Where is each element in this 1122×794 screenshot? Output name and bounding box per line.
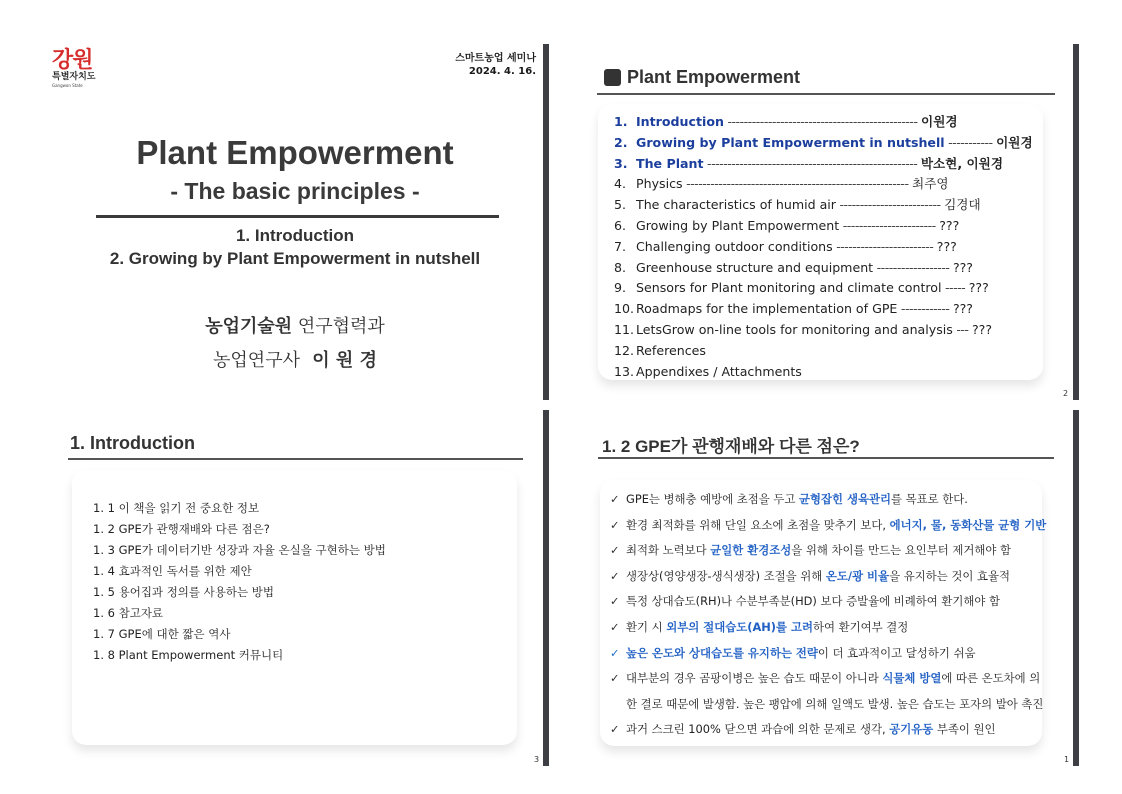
checklist-text: 이 더 효과적이고 달성하기 쉬움 — [817, 645, 976, 660]
checkmark-icon: ✓ — [610, 492, 620, 506]
contents-item-leader: ------------ — [897, 301, 953, 317]
main-title: Plant Empowerment — [136, 134, 454, 171]
contents-item-number: 6. — [614, 217, 627, 233]
checklist-text: 부족이 원인 — [933, 722, 996, 737]
introduction-item: 1. 8 Plant Empowerment 커뮤니티 — [93, 648, 284, 662]
contents-item-number: 5. — [614, 197, 627, 213]
checklist-item — [610, 641, 1046, 667]
contents-item-number: 8. — [614, 259, 627, 275]
page-number: 2 — [1063, 389, 1069, 398]
checklist-text: 환경 최적화를 위해 단일 요소에 초점을 맞추기 보다, — [626, 517, 890, 532]
contents-item — [614, 341, 1033, 362]
slide-title-sideband — [543, 44, 549, 400]
author-role: 농업연구사 — [213, 350, 300, 371]
highlight-text: 균일한 환경조성 — [710, 543, 792, 558]
contents-list — [614, 112, 1033, 382]
contents-item-number: 7. — [614, 238, 627, 254]
dept-division: 연구협력과 — [292, 316, 385, 337]
checkmark-icon: ✓ — [610, 722, 620, 737]
checklist-text: 한 결로 때문에 발생함. 높은 팽압에 의해 일액도 발생. 높은 습도는 포자의 발아 촉진 — [626, 696, 1044, 711]
seminar-date: 2024. 4. 16. — [468, 66, 536, 77]
title-divider — [96, 215, 499, 218]
checklist-text: 에 따른 온도차에 의 — [941, 671, 1041, 686]
differences-checklist — [610, 487, 1046, 743]
contents-item-author: 김경대 — [944, 197, 981, 213]
checklist-text: 특정 상대습도(RH)나 수분부족분(HD) 보다 증발율에 비례하여 환기해야 함 — [626, 594, 1001, 609]
contents-item — [614, 362, 1033, 383]
checkmark-icon: ✓ — [610, 543, 620, 558]
checklist-text: 을 유지하는 것이 효율적 — [889, 568, 1010, 583]
contents-item-title: Physics — [636, 176, 683, 192]
checklist-item — [610, 538, 1046, 564]
contents-item-title: Growing by Plant Empowerment — [636, 217, 840, 233]
checkmark-icon: ✓ — [610, 517, 620, 532]
contents-item — [614, 258, 1033, 279]
contents-item-author: ??? — [968, 280, 989, 296]
contents-item-title: Growing by Plant Empowerment in nutshell — [636, 134, 945, 150]
contents-item — [614, 133, 1033, 154]
checklist-text: 를 목표로 한다. — [891, 492, 968, 506]
contents-item-author: ??? — [952, 259, 973, 275]
slide-differences-sideband — [1073, 410, 1079, 766]
seminar-title: 스마트농업 세미나 — [455, 53, 536, 64]
main-subtitle: - The basic principles - — [170, 178, 420, 204]
contents-item-number: 13. — [614, 363, 635, 379]
introduction-item: 1. 7 GPE에 대한 짧은 역사 — [93, 627, 231, 641]
introduction-item: 1. 1 이 책을 읽기 전 중요한 정보 — [93, 501, 260, 515]
seminar-info — [455, 52, 536, 78]
checklist-text: 환기 시 — [626, 619, 667, 634]
checkmark-icon: ✓ — [610, 645, 620, 660]
contents-item-author: ??? — [939, 217, 960, 233]
checklist-item — [610, 513, 1046, 539]
page-number: 1 — [1064, 755, 1070, 764]
contents-item-number: 12. — [614, 342, 635, 358]
contents-item-number: 4. — [614, 176, 627, 192]
checklist-item — [610, 487, 1046, 513]
introduction-item: 1. 3 GPE가 데이터기반 성장과 자율 온실을 구현하는 방법 — [93, 543, 386, 557]
contents-item — [614, 195, 1033, 216]
contents-item-leader: ---------------------------------------------------- — [703, 155, 921, 171]
contents-item-leader: ------------------ — [873, 259, 953, 275]
page-number: 3 — [534, 755, 540, 764]
contents-item-author: 이원경 — [996, 134, 1033, 150]
slide-introduction-sideband — [543, 410, 549, 766]
contents-item — [614, 320, 1033, 341]
differences-title: 1. 2 GPE가 관행재배와 다른 점은? — [602, 437, 860, 456]
contents-item-leader: ----- — [941, 280, 969, 296]
toc-line-1: 1. Introduction — [235, 226, 355, 245]
contents-item-leader: ----------------------- — [839, 217, 940, 233]
contents-item-author: 박소현, 이원경 — [920, 155, 1003, 171]
contents-item — [614, 154, 1033, 175]
checklist-text: GPE는 병해충 예방에 초점을 두고 — [626, 492, 800, 506]
contents-item-title: Sensors for Plant monitoring and climate control — [636, 280, 942, 296]
checklist-item — [610, 564, 1046, 590]
contents-item-title: The Plant — [636, 155, 704, 171]
contents-item-number: 9. — [614, 280, 627, 296]
checklist-text: 최적화 노력보다 — [626, 543, 711, 558]
introduction-item: 1. 4 효과적인 독서를 위한 제안 — [93, 564, 252, 578]
introduction-item: 1. 5 용어집과 정의를 사용하는 방법 — [93, 585, 274, 599]
contents-item-title: Greenhouse structure and equipment — [636, 259, 874, 275]
contents-item — [614, 174, 1033, 195]
contents-item-number: 11. — [614, 321, 635, 337]
checklist-text: 과거 스크린 100% 닫으면 과습에 의한 문제로 생각, — [626, 722, 890, 737]
slide-contents-sideband — [1073, 44, 1079, 400]
contents-item-author: 최주영 — [912, 176, 949, 192]
highlight-text: 높은 온도와 상대습도를 유지하는 전략 — [626, 645, 818, 660]
checklist-item — [610, 717, 1046, 743]
contents-item-title: LetsGrow on-line tools for monitoring and analysis — [636, 321, 953, 337]
square-bullet-icon — [604, 69, 621, 86]
highlight-text: 공기유동 — [889, 722, 934, 737]
contents-item-leader: ----------- — [944, 134, 997, 150]
checklist-item — [610, 666, 1046, 692]
contents-item-author: 이원경 — [921, 114, 958, 129]
contents-title: Plant Empowerment — [627, 67, 801, 87]
toc-line-2: 2. Growing by Plant Empowerment in nutshell — [109, 249, 481, 268]
checklist-item — [610, 615, 1046, 641]
contents-divider — [597, 93, 1055, 95]
contents-item-number: 1. — [614, 114, 628, 129]
contents-item-title: Introduction — [636, 114, 724, 129]
contents-item-leader: --- — [952, 321, 972, 337]
contents-item-title: Appendixes / Attachments — [636, 363, 802, 379]
contents-item-title: References — [636, 342, 706, 358]
contents-item — [614, 299, 1033, 320]
author-name: 이 원 경 — [312, 350, 377, 371]
introduction-divider — [68, 458, 523, 460]
contents-item — [614, 216, 1033, 237]
checklist-text: 하여 환기여부 결정 — [813, 619, 909, 634]
gangwon-logo: 강원 특별자치도 Gangwon State — [52, 48, 96, 88]
checkmark-icon: ✓ — [610, 671, 620, 686]
contents-item — [614, 112, 1033, 133]
checklist-item — [610, 692, 1046, 718]
department — [96, 312, 494, 338]
contents-item-author: ??? — [971, 321, 993, 337]
highlight-text: 온도/광 비율 — [825, 568, 890, 583]
contents-item-author: ??? — [936, 238, 957, 254]
contents-item-title: Challenging outdoor conditions — [636, 238, 833, 254]
introduction-item: 1. 2 GPE가 관행재배와 다른 점은? — [93, 522, 270, 536]
contents-item-number: 2. — [614, 134, 628, 150]
checklist-item — [610, 589, 1046, 615]
dept-org: 농업기술원 — [205, 316, 293, 337]
introduction-item: 1. 6 참고자료 — [93, 606, 164, 620]
contents-item-leader: ----------------------------------------------- — [723, 114, 922, 129]
checklist-text: 생장상(영양생장-생식생장) 조절을 위해 — [626, 568, 826, 583]
contents-item-number: 10. — [614, 301, 635, 317]
contents-item-leader: ------------------------ — [832, 238, 937, 254]
contents-item-title: The characteristics of humid air — [636, 197, 836, 213]
contents-item-leader: ------------------------- — [835, 197, 945, 213]
highlight-text: 식물체 방열 — [882, 671, 942, 686]
highlight-text: 외부의 절대습도(AH)를 고려 — [666, 619, 813, 634]
contents-item-leader: ------------------------------------------------------- — [682, 176, 913, 192]
checklist-text: 을 위해 차이를 만드는 요인부터 제거해야 함 — [791, 543, 1012, 558]
checkmark-icon: ✓ — [610, 594, 620, 609]
checklist-text: 대부분의 경우 곰팡이병은 높은 습도 때문이 아니라 — [626, 671, 883, 686]
contents-item-number: 3. — [614, 155, 628, 171]
introduction-list — [93, 498, 386, 666]
author — [96, 346, 494, 372]
contents-item-author: ??? — [952, 301, 973, 317]
highlight-text: 균형잡힌 생육관리 — [799, 492, 892, 506]
introduction-title: 1. Introduction — [70, 433, 195, 453]
differences-divider — [598, 457, 1054, 459]
contents-item — [614, 278, 1033, 299]
contents-item-title: Roadmaps for the implementation of GPE — [636, 301, 898, 317]
contents-item — [614, 237, 1033, 258]
highlight-text: 에너지, 물, 동화산물 균형 기반 — [889, 517, 1047, 532]
checkmark-icon: ✓ — [610, 568, 620, 583]
checkmark-icon: ✓ — [610, 619, 620, 634]
